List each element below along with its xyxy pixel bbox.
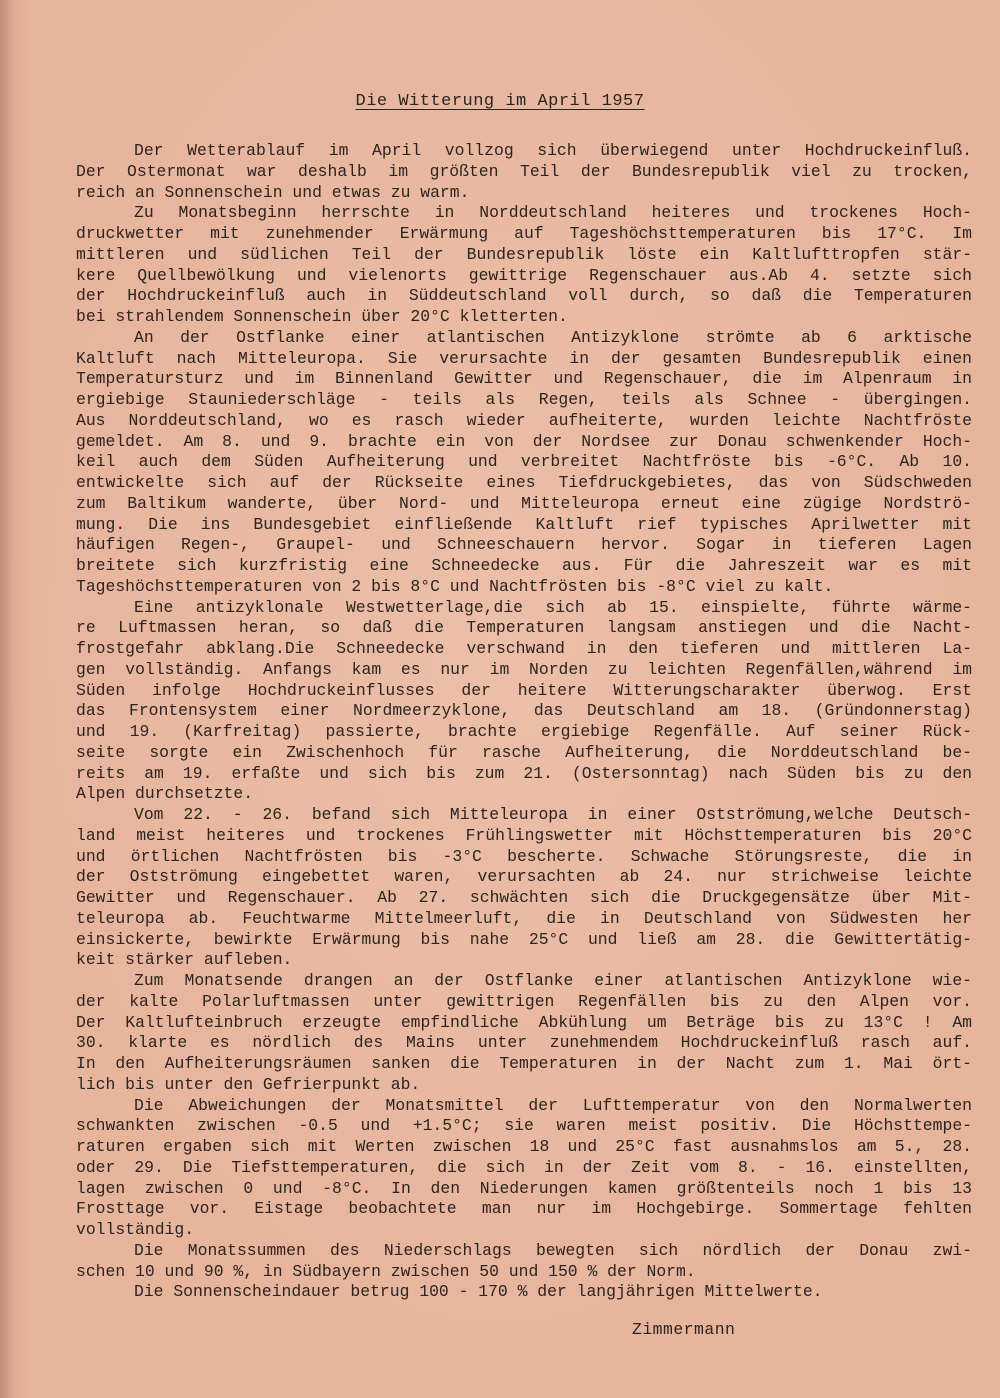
text-line: land meist heiteres und trockenes Frühlingswetter mit Höchsttemperaturen bis 20°C xyxy=(76,825,972,845)
text-line: und 19. (Karfreitag) passierte, brachte ergiebige Regenfälle. Auf seiner Rück- xyxy=(76,722,972,741)
text-line: Zu Monatsbeginn herrschte in Norddeutschland heiteres und trockenes Hoch- xyxy=(134,203,972,223)
text-line: Vom 22. - 26. befand sich Mitteleuropa in einer Ostströmung,welche Deutsch- xyxy=(134,805,972,824)
text-line: teleuropa ab. Feuchtwarme Mittelmeerluft, die in Deutschland von Südwesten her xyxy=(76,908,972,928)
text-line: Zum Monatsende drangen an der Ostflanke einer atlantischen Antizyklone wie- xyxy=(134,971,972,990)
text-line: Alpen durchsetzte. xyxy=(76,784,254,804)
text-line: gemeldet. Am 8. und 9. brachte ein von der Nordsee zur Donau schwenkender Hoch- xyxy=(76,431,972,451)
text-line: mung. Die ins Bundesgebiet einfließende Kaltluft rief typisches Aprilwetter mit xyxy=(76,514,972,534)
text-line: einsickerte, bewirkte Erwärmung bis nahe 25°C und ließ am 28. die Gewittertätig- xyxy=(76,929,972,949)
text-line: und örtlichen Nachtfrösten bis -3°C bescherte. Schwache Störungsreste, die in xyxy=(76,846,972,866)
text-line: zum Baltikum wanderte, über Nord- und Mitteleuropa erneut eine zügige Nordströ- xyxy=(76,493,972,513)
text-line: der Hochdruckeinfluß auch in Süddeutschland voll durch, so daß die Temperaturen xyxy=(76,286,972,306)
text-line: Der Ostermonat war deshalb im größten Teil der Bundesrepublik viel zu trocken, xyxy=(76,161,972,181)
text-line: An der Ostflanke einer atlantischen Antizyklone strömte ab 6 arktische xyxy=(134,327,972,347)
text-line: frostgefahr abklang.Die Schneedecke verschwand in den tieferen und mittleren La- xyxy=(76,639,972,658)
text-line: re Luftmassen heran, so daß die Temperaturen langsam anstiegen und die Nacht- xyxy=(76,618,972,638)
text-line: Die Abweichungen der Monatsmittel der Lufttemperatur von den Normalwerten xyxy=(134,1095,972,1115)
text-line: Kaltluft nach Mitteleuropa. Sie verursachte in der gesamten Bundesrepublik einen xyxy=(76,348,972,368)
text-line: In den Aufheiterungsräumen sanken die Temperaturen in der Nacht zum 1. Mai ört- xyxy=(76,1054,972,1073)
text-line: vollständig. xyxy=(76,1220,195,1239)
text-line: Die Sonnenscheindauer betrug 100 - 170 % der langjährigen Mittelwerte. xyxy=(134,1282,823,1302)
text-line: Der Kaltlufteinbruch erzeugte empfindliche Abkühlung um Beträge bis zu 13°C ! Am xyxy=(76,1012,972,1032)
text-line: reits am 19. erfaßte und sich bis zum 21. (Ostersonntag) nach Süden bis zu den xyxy=(76,763,972,783)
text-line: lich bis unter den Gefrierpunkt ab. xyxy=(76,1074,421,1094)
binding-edge xyxy=(0,0,14,1398)
text-line: Tageshöchsttemperaturen von 2 bis 8°C und Nachtfrösten bis -8°C viel zu kalt. xyxy=(76,576,834,596)
text-line: Gewitter und Regenschauer. Ab 27. schwächten sich die Druckgegensätze über Mit- xyxy=(76,888,972,907)
text-line: ergiebige Stauniederschläge - teils als Regen, teils als Schnee - übergingen. xyxy=(76,390,972,409)
text-line: reich an Sonnenschein und etwas zu warm. xyxy=(76,182,470,202)
text-line: keil auch dem Süden Aufheiterung und verbreitet Nachtfröste bis -6°C. Ab 10. xyxy=(76,452,972,472)
text-line: breitete sich kurzfristig eine Schneedecke aus. Für die Jahreszeit war es mit xyxy=(76,556,972,575)
text-line: Frosttage vor. Eistage beobachtete man nur im Hochgebirge. Sommertage fehlten xyxy=(76,1199,972,1219)
text-line: häufigen Regen-, Graupel- und Schneeschauern hervor. Sogar in tieferen Lagen xyxy=(76,535,972,555)
text-line: 30. klarte es nördlich des Mains unter zunehmendem Hochdruckeinfluß rasch auf. xyxy=(76,1033,972,1053)
text-line: Die Monatssummen des Niederschlags bewegten sich nördlich der Donau zwi- xyxy=(134,1240,972,1260)
text-line: seite sorgte ein Zwischenhoch für rasche Aufheiterung, die Norddeutschland be- xyxy=(76,742,972,762)
document-body xyxy=(76,141,972,1303)
text-line: keit stärker aufleben. xyxy=(76,950,293,970)
text-line: schwankten zwischen -0.5 und +1.5°C; sie waren meist positiv. Die Höchsttempe- xyxy=(76,1116,972,1136)
text-line: entwickelte sich auf der Rückseite eines Tiefdruckgebietes, das von Südschweden xyxy=(76,473,972,492)
text-line: schen 10 und 90 %, in Südbayern zwischen 50 und 150 % der Norm. xyxy=(76,1261,696,1281)
text-line: Der Wetterablauf im April vollzog sich überwiegend unter Hochdruckeinfluß. xyxy=(134,141,972,160)
text-line: Süden infolge Hochdruckeinflusses der heitere Witterungscharakter überwog. Erst xyxy=(76,680,972,700)
text-line: kere Quellbewölkung und vielenorts gewittrige Regenschauer aus.Ab 4. setzte sich xyxy=(76,265,972,285)
text-line: druckwetter mit zunehmender Erwärmung auf Tageshöchsttemperaturen bis 17°C. Im xyxy=(76,224,972,243)
author-signature: Zimmermann xyxy=(632,1320,736,1339)
text-line: der Ostströmung eingebettet waren, verursachten ab 24. nur strichweise leichte xyxy=(76,867,972,887)
text-line: raturen ergaben sich mit Werten zwischen 18 und 25°C fast ausnahmslos am 5., 28. xyxy=(76,1137,972,1156)
text-line: Eine antizyklonale Westwetterlage,die sich ab 15. einspielte, führte wärme- xyxy=(134,597,972,617)
text-line: bei strahlendem Sonnenschein über 20°C kletterten. xyxy=(76,307,568,326)
text-line: der kalte Polarluftmassen unter gewittrigen Regenfällen bis zu den Alpen vor. xyxy=(76,991,972,1011)
text-line: das Frontensystem einer Nordmeerzyklone, das Deutschland am 18. (Gründonnerstag) xyxy=(76,701,972,721)
text-line: gen vollständig. Anfangs kam es nur im Norden zu leichten Regenfällen,während im xyxy=(76,659,972,679)
text-line: Temperatursturz und im Binnenland Gewitter und Regenschauer, die im Alpenraum in xyxy=(76,369,972,389)
text-line: mittleren und südlichen Teil der Bundesrepublik löste ein Kaltlufttropfen stär- xyxy=(76,244,972,264)
text-line: Aus Norddeutschland, wo es rasch wieder aufheiterte, wurden leichte Nachtfröste xyxy=(76,410,972,430)
text-line: lagen zwischen 0 und -8°C. In den Niederungen kamen größtenteils noch 1 bis 13 xyxy=(76,1178,972,1198)
text-line: oder 29. Die Tiefsttemperaturen, die sich in der Zeit vom 8. - 16. einstellten, xyxy=(76,1157,972,1177)
document-title: Die Witterung im April 1957 xyxy=(355,92,645,111)
